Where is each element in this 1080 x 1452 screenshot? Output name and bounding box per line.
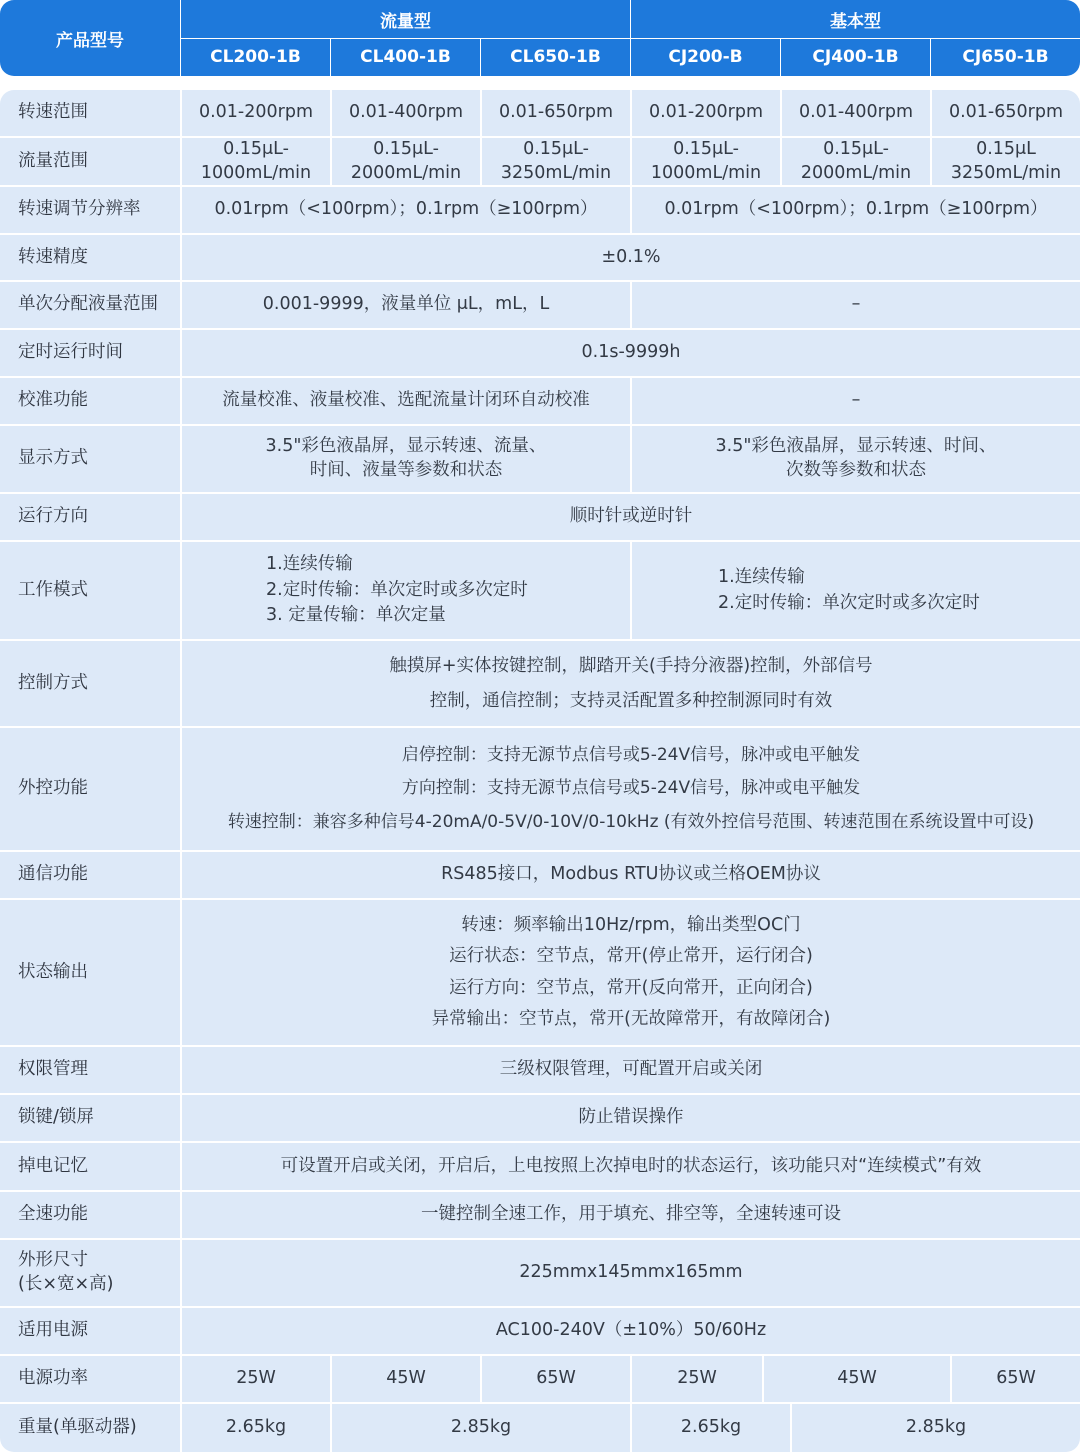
speed-resolution-flow: 0.01rpm（<100rpm）；0.1rpm（≥100rpm） [214, 199, 598, 220]
row-label-permission: 权限管理 [18, 1059, 88, 1080]
row-divider [0, 185, 1080, 187]
row-divider [0, 850, 1080, 852]
column-divider [790, 1402, 792, 1452]
row-divider [0, 233, 1080, 235]
row-divider [0, 1045, 1080, 1047]
dimensions-value: 225mmx145mmx165mm [519, 1262, 743, 1283]
speed-accuracy-value: ±0.1% [601, 246, 661, 267]
row-label-flow-range: 流量范围 [18, 150, 88, 171]
power-value: 65W [536, 1368, 576, 1389]
row-divider [0, 1141, 1080, 1143]
column-divider [762, 1354, 764, 1402]
row-label-weight: 重量(单驱动器) [18, 1417, 137, 1438]
dispense-range-flow: 0.001-9999，液量单位 μL，mL，L [262, 294, 550, 315]
speed-range-value: 0.01-650rpm [948, 102, 1064, 123]
column-divider [330, 90, 332, 185]
memory-value: 可设置开启或关闭，开启后，上电按照上次掉电时的状态运行，该功能只对“连续模式”有效 [280, 1155, 982, 1176]
flow-range-value: 0.15μL- 1000mL/min [650, 138, 762, 183]
work-mode-basic: 1.连续传输 2.定时传输：单次定时或多次定时 [718, 567, 980, 613]
row-divider [0, 136, 1080, 138]
row-divider [0, 1238, 1080, 1240]
flow-range-value: 0.15μL- 2000mL/min [800, 138, 912, 183]
row-label-dispense-range: 单次分配液量范围 [18, 294, 158, 315]
speed-resolution-basic: 0.01rpm（<100rpm）；0.1rpm（≥100rpm） [664, 199, 1048, 220]
header-model: CJ400-1B [812, 47, 899, 67]
speed-range-value: 0.01-650rpm [498, 102, 614, 123]
column-divider [330, 1402, 332, 1452]
row-label-power-supply: 适用电源 [18, 1320, 88, 1341]
row-divider [0, 540, 1080, 542]
row-label-direction: 运行方向 [18, 506, 88, 527]
row-divider [0, 639, 1080, 641]
full-speed-value: 一键控制全速工作，用于填充、排空等，全速转速可设 [421, 1204, 841, 1225]
header-group-basic: 基本型 [830, 11, 881, 32]
header-model: CJ650-1B [962, 47, 1049, 67]
row-divider [0, 376, 1080, 378]
power-value: 25W [677, 1368, 717, 1389]
row-label-comm: 通信功能 [18, 864, 88, 885]
header-divider [930, 38, 931, 76]
speed-range-value: 0.01-400rpm [798, 102, 914, 123]
column-divider [630, 1354, 632, 1402]
row-divider [0, 280, 1080, 282]
display-flow: 3.5"彩色液晶屏，显示转速、流量、 时间、液量等参数和状态 [265, 436, 547, 480]
column-divider [950, 1354, 952, 1402]
column-divider [330, 1354, 332, 1402]
header-divider [181, 38, 1080, 39]
header-model: CL400-1B [360, 47, 451, 67]
flow-range-value: 0.15μL- 1000mL/min [200, 138, 312, 183]
row-divider [0, 492, 1080, 494]
timer-value: 0.1s-9999h [581, 342, 681, 363]
row-label-lock: 锁键/锁屏 [18, 1107, 94, 1128]
lock-value: 防止错误操作 [578, 1107, 684, 1128]
header-divider [780, 38, 781, 76]
power-supply-value: AC100-240V（±10%）50/60Hz [495, 1320, 767, 1341]
column-divider [480, 90, 482, 185]
row-label-full-speed: 全速功能 [18, 1204, 88, 1225]
header-model-label: 产品型号 [56, 30, 124, 51]
flow-range-value: 0.15μL 3250mL/min [950, 138, 1062, 183]
weight-value: 2.65kg [225, 1417, 287, 1438]
row-divider [0, 1093, 1080, 1095]
power-value: 25W [236, 1368, 276, 1389]
spec-table [0, 90, 1080, 1452]
row-divider [0, 424, 1080, 426]
flow-range-value: 0.15μL- 3250mL/min [500, 138, 612, 183]
row-divider [0, 1402, 1080, 1404]
row-label-calibration: 校准功能 [18, 390, 88, 411]
row-label-timer: 定时运行时间 [18, 342, 123, 363]
header-model: CL650-1B [510, 47, 601, 67]
row-label-work-mode: 工作模式 [18, 579, 88, 600]
header-divider [480, 38, 481, 76]
row-label-speed-range: 转速范围 [18, 102, 88, 123]
power-value: 45W [837, 1368, 877, 1389]
direction-value: 顺时针或逆时针 [569, 506, 693, 527]
row-divider [0, 1306, 1080, 1308]
work-mode-flow: 1.连续传输 2.定时传输：单次定时或多次定时 3. 定量传输：单次定量 [266, 554, 528, 626]
header-divider [330, 38, 331, 76]
calibration-basic: – [851, 390, 861, 411]
row-label-control: 控制方式 [18, 672, 88, 693]
row-divider [0, 1190, 1080, 1192]
header-model: CL200-1B [210, 47, 301, 67]
control-value: 触摸屏+实体按键控制，脚踏开关(手持分液器)控制，外部信号 控制，通信控制；支持灵活配置多种控制源同时有效 [389, 656, 873, 711]
weight-value: 2.85kg [905, 1417, 967, 1438]
row-divider [0, 898, 1080, 900]
external-value: 启停控制：支持无源节点信号或5-24V信号，脉冲或电平触发 方向控制：支持无源节点信号或5-24V信号，脉冲或电平触发 转速控制：兼容多种信号4-20mA/0-5V/0-10V/0-10kHz (有效外控信号范围、转速范围在系统设置中可设) [227, 745, 1035, 832]
power-value: 65W [996, 1368, 1036, 1389]
column-divider [630, 540, 632, 639]
flow-range-value: 0.15μL- 2000mL/min [350, 138, 462, 183]
column-divider [480, 1354, 482, 1402]
header-group-flow: 流量型 [380, 11, 431, 32]
comm-value: RS485接口，Modbus RTU协议或兰格OEM协议 [441, 864, 821, 885]
display-basic: 3.5"彩色液晶屏，显示转速、时间、 次数等参数和状态 [715, 436, 997, 480]
row-divider [0, 328, 1080, 330]
row-label-speed-accuracy: 转速精度 [18, 246, 88, 267]
power-value: 45W [386, 1368, 426, 1389]
row-label-power: 电源功率 [18, 1368, 88, 1389]
weight-value: 2.65kg [680, 1417, 742, 1438]
column-divider [630, 185, 632, 233]
speed-range-value: 0.01-400rpm [348, 102, 464, 123]
column-divider [630, 1402, 632, 1452]
column-divider [630, 376, 632, 492]
permission-value: 三级权限管理，可配置开启或关闭 [499, 1059, 763, 1080]
speed-range-value: 0.01-200rpm [198, 102, 314, 123]
calibration-flow: 流量校准、液量校准、选配流量计闭环自动校准 [222, 390, 590, 411]
column-divider [630, 280, 632, 328]
weight-value: 2.85kg [450, 1417, 512, 1438]
dispense-range-basic: – [851, 294, 861, 315]
row-label-status-out: 状态输出 [18, 961, 88, 982]
column-divider [930, 90, 932, 185]
status-out-value: 转速：频率输出10Hz/rpm，输出类型OC门 运行状态：空节点，常开(停止常开，运行闭合) 运行方向：空节点，常开(反向常开，正向闭合) 异常输出：空节点，常开(无故障常开，有故障闭合) [431, 914, 831, 1029]
column-divider [780, 90, 782, 185]
speed-range-value: 0.01-200rpm [648, 102, 764, 123]
row-label-memory: 掉电记忆 [18, 1155, 88, 1176]
row-label-display: 显示方式 [18, 448, 88, 469]
column-divider [630, 90, 632, 185]
row-label-dimensions: 外形尺寸 (长×宽×高) [18, 1250, 114, 1294]
row-label-external: 外控功能 [18, 778, 88, 799]
row-divider [0, 726, 1080, 728]
table-header [0, 0, 1080, 76]
row-divider [0, 1354, 1080, 1356]
header-model: CJ200-B [668, 47, 743, 67]
row-label-speed-resolution: 转速调节分辨率 [18, 199, 141, 220]
column-divider [180, 90, 182, 1452]
